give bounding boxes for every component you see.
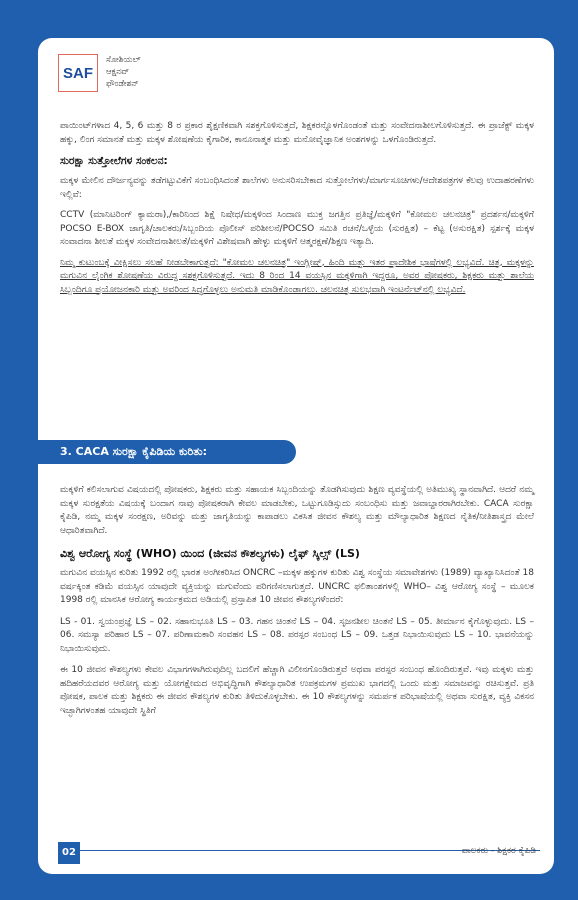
section1-paragraph-3: ನಿಮ್ಮ ಕುಟುಂಬಕ್ಕೆ ವೀಕ್ಷಿಸಲು ಸಲಹೆ ನೀಡಬೇಕಾಗುತ್ತದೆ: "ಕೋಮಲ ಚಲನಚಿತ್ರ" ಇಂಗ್ಲೀಷ್, ಹಿಂದಿ ಮತ್ತು ಇತರ ಪ್ರಾದೇಶಿಕ ಭಾಷೆಗಳಲ್ಲಿ ಲಭ್ಯವಿದೆ. ಚಿತ್ರ, ಮಕ್ಕಳನ್ನು ಮಗುವಿನ ಲೈಂಗಿಕ ಶೋಷಣೆಯ ವಿರುದ್ಧ ಸಶಕ್ತಗೊಳಿಸುತ್ತದೆ. ಇದು 8 ರಿಂದ 14 ವಯಸ್ಸಿನ ಮಕ್ಕಳಿಗಾಗಿ ಇದ್ದರೂ, ಅವರ ಪೋಷಕರು, ಶಿಕ್ಷಕರು ಮತ್ತು ಶಾಲೆಯ ಸಿಬ್ಬಂದಿಗೂ ಪ್ರಯೋಜನಕಾರಿ ಮತ್ತು ಅವರಿಂದ ಸಿದ್ಧಗೊಳ್ಳಲು ಅನುಮತಿ ಮಾಡಿಕೊಂಡಾಗಲು. ಚಲನಚಿತ್ರ ಸುಲಭವಾಗಿ ಇಂಟರ್ನೆಟ್‌ನಲ್ಲಿ ಲಭ್ಯವಿದೆ. xyxy=(60,257,534,295)
logo-line-1: ಸೋಶಿಯಲ್ xyxy=(106,55,141,65)
section1-paragraph-1: ಮಕ್ಕಳ ಮೇಲಿನ ದೌರ್ಜನ್ಯವನ್ನು ತಡೆಗಟ್ಟುವಿಕೆಗೆ ಸಂಬಂಧಿಸಿದಂತೆ ಶಾಲೆಗಳು ಅನುಸರಿಸಬೇಕಾದ ಸುತ್ತೋಲೆಗಳು/ಮಾರ್ಗಸೂಚಿಗಳು/ಆದೇಶಪತ್ರಗಳ ಕೆಲವು ಉದಾಹರಣೆಗಳು ಇಲ್ಲಿವೆ: xyxy=(60,176,534,200)
section1-heading: ಸುರಕ್ಷಾ ಸುತ್ತೋಲೆಗಳ ಸಂಕಲನ: xyxy=(60,155,168,167)
saf-logo xyxy=(58,54,141,92)
section3-heading: ವಿಶ್ವ ಆರೋಗ್ಯ ಸಂಸ್ಥೆ (WHO) ಯಿಂದ (ಜೀವನ ಕೌಶಲ್ಯಗಳು) ಲೈಫ್ ಸ್ಕಿಲ್ಸ್ (LS) xyxy=(60,547,360,560)
section1-paragraph-2: CCTV (ಮಾನಿಟರಿಂಗ್ ಕ್ಯಾಮರಾ),/ಕಾರಿನಿಂದ ಶಿಕ್ಷೆ ನಿಷೇಧ/ಮಕ್ಕಳಿಂದ ಸಿಂದಾಣ ಮುಕ್ತ ಜಗತ್ತಿನ ಪ್ರತಿಜ್ಞೆ/ಮಕ್ಕಳಿಗೆ "ಕೋಮಲ ಚಲನಚಿತ್ರ" ಪ್ರದರ್ಶನ/ಮಕ್ಕಳಿಗೆ POCSO E-BOX ಜಾಗೃತಿ/ಚಾಲಕರು/ಸಿಬ್ಬಂದಿಯ ಪೊಲೀಸ್ ಪರಿಶೀಲನೆ/POCSO ಸಮಿತಿ ರಚನೆ/ಒಳ್ಳೆಯ (ಸುರಕ್ಷಿತ) – ಕೆಟ್ಟ (ಅಸುರಕ್ಷಿತ) ಸ್ಪರ್ಶಕ್ಕೆ ಮಕ್ಕಳ ಸಂವಾದನಾ ಶೀಲತೆ ಮಕ್ಕಳ ಸಂವೇದನಾಶೀಲತೆ/ಮಕ್ಕಳಿಗೆ ವಿಶೇಷವಾಗಿ ಹೇಳ್ಳು ಮಕ್ಕಳಿಗೆ ಆತ್ಮರಕ್ಷಣೆ/ಶಿಕ್ಷಣ ಇತ್ಯಾದಿ. xyxy=(60,210,534,247)
logo-line-2: ಆಕ್ಷನವ್ xyxy=(106,67,130,77)
document-page xyxy=(38,38,554,874)
footer-title: ಪಾಲಕರು - ಶಿಕ್ಷಕರ ಕೈಪಿಡಿ xyxy=(461,846,536,856)
section3-paragraph-2: ಮಗುವಿನ ವಯಸ್ಸಿನ ಕುರಿತು 1992 ರಲ್ಲಿ ಭಾರತ ಅಂಗೀಕರಿಸಿದ ONCRC –ಮಕ್ಕಳ ಹಕ್ಕುಗಳ ಕುರಿತು ವಿಶ್ವ ಸಂಸ್ಥೆಯ ಸಮಾವೇಶಗಳು (1989) ವ್ಯಾಖ್ಯಾನಿಸಿದಂತೆ 18 ವರ್ಷಕ್ಕಿಂತ ಕಡಿಮೆ ವಯಸ್ಸಿನ ಯಾವುದೇ ವ್ಯಕ್ತಿಯನ್ನು ಮಗುವೆಂದು ಪರಿಗಣಿಸಲಾಗುತ್ತದೆ. UNCRC ಫಲಿತಾಂಶಗಳಲ್ಲಿ WHO– ವಿಶ್ವ ಆರೋಗ್ಯ ಸಂಸ್ಥೆ – ಮೂಲಕ 1998 ರಲ್ಲಿ ಮಾನಸಿಕ ಆರೋಗ್ಯ ಕಾರ್ಯಕ್ರಮದ ಅಡಿಯಲ್ಲಿ ಪ್ರಸ್ತಾಪಿತ 10 ಜೀವನ ಕೌಶಲ್ಯಗಳೆಂದರೆ: xyxy=(60,568,534,605)
intro-paragraph: ಪಾಯಿಂಟ್‌ಗಳಾದ 4, 5, 6 ಮತ್ತು 8 ರ ಪ್ರಕಾರ ಶೈಕ್ಷಣಿಕವಾಗಿ ಸಶಕ್ತಗೊಳಿಸುತ್ತದೆ, ಶಿಕ್ಷಕರನ್ನೊಳಗೊಂಡಂತೆ ಮತ್ತು ಸಂವೇದನಾಶೀಲಗೊಳಿಸುತ್ತದೆ. ಈ ಪ್ರಾಜೆಕ್ಟ್ ಮಕ್ಕಳ ಹಕ್ಕು, ಲಿಂಗ ಸಮಾನತೆ ಮತ್ತು ಮಕ್ಕಳ ಶೋಷಣೆಯ ಕೈಗಾರಿಕ, ಕಾನೂನಾತ್ಮಕ ಮತ್ತು ಮನೋವೈಜ್ಞಾನಿಕ ಅಂಶಗಳನ್ನು ಒಳಗೊಂಡಿರುತ್ತದೆ. xyxy=(60,121,534,145)
page-number: 02 xyxy=(58,842,80,864)
logo-abbr: SAF xyxy=(58,54,98,92)
section3-paragraph-4: ಈ 10 ಜೀವನ ಕೌಶಲ್ಯಗಳು ಕೇವಲ ವಿಭಾಗಗಳಾಗಿರುವುದಿಲ್ಲ ಬದಲಿಗೆ ಹೆಚ್ಚಾಗಿ ವಿಲೀನಗೊಂಡಿರುತ್ತವೆ ಅಥವಾ ಪರಸ್ಪರ ಸಂಬಂಧ ಹೊಂದಿರುತ್ತವೆ. ಇವು ಮಕ್ಕಳು ಮತ್ತು ಹದಿಹರೆಯದವರ ಆರೋಗ್ಯ ಮತ್ತು ಯೋಗಕ್ಷೇಮದ ಅಭಿವೃದ್ಧಿಗಾಗಿ ಕೌಶಲ್ಯಾಧಾರಿತ ಉಪಕ್ರಮಗಳ ಪ್ರಮುಖ ಭಾಗದಲ್ಲಿ ಒಂದು ಮತ್ತು ಸಮಾಜವನ್ನು ರಚಿಸುತ್ತವೆ. ಪ್ರತಿ ಪೋಷಕ, ಪಾಲಕ ಮತ್ತು ಶಿಕ್ಷಕರು ಈ ಜೀವನ ಕೌಶಲ್ಯಗಳ ಕುರಿತು ತಿಳಿದುಕೊಳ್ಳಬೇಕು. ಈ 10 ಕೌಶಲ್ಯಗಳನ್ನು ಸಮರ್ಪಕ ಪರಿಭಾಷೆಯಲ್ಲಿ ಅಥವಾ ಸುರಕ್ಷಿತ, ವ್ಯಕ್ತಿ ವಿಕಸನ ಇಚ್ಛಾಗಿಗಳಂತಹ ಯಾವುದೇ ಸ್ಥಿತಿಗೆ xyxy=(60,665,534,716)
section3-paragraph-1: ಮಕ್ಕಳಿಗೆ ಕಲಿಸಲಾಗುವ ವಿಷಯದಲ್ಲಿ ಪೋಷಕರು, ಶಿಕ್ಷಕರು ಮತ್ತು ಸಹಾಯಕ ಸಿಬ್ಬಂದಿಯನ್ನು ತೊಡಗಿಸುವುದು ಶಿಕ್ಷಣ ವ್ಯವಸ್ಥೆಯಲ್ಲಿ ಅತಿಮುಖ್ಯ ಸ್ಥಾನವಾಗಿದೆ. ಆದರೆ ನಮ್ಮ ಮಕ್ಕಳ ಸುರಕ್ಷತೆಯ ವಿಷಯಕ್ಕೆ ಬಂದಾಗ ನಾವು ಪೋಷಕರಾಗಿ ಕೇವಲ ಮಾಡಬೇಕು, ಒಟ್ಟುಗೂಡಿಸ್ಸುದು ಸಂಬಂಧಿಸು ಮತ್ತು ಜವಾಬ್ದಾರರಾಗಿರಬೇಕು. CACA ಸುರಕ್ಷಾ ಕೈಪಿಡಿ, ನಮ್ಮ ಮಕ್ಕಳ ಸಂರಕ್ಷಣ, ಅರಿವನ್ನು ಮತ್ತು ಜಾಗೃತಿಯನ್ನು ಕಾಪಾಡಲು ವಿಕಸಿತ ಜೀವನ ಕೌಶಲ್ಯ ಮತ್ತು ಮೌಲ್ಯಾಧಾರಿತ ಶಿಕ್ಷಣದ ನೈತಿಕ/ನೀತಿಶಾಸ್ತ್ರದ ಮೇಲೆ ಆಧಾರಿತವಾಗಿದೆ. xyxy=(60,485,534,536)
logo-text xyxy=(106,54,141,90)
section3-content xyxy=(60,484,534,726)
top-content xyxy=(60,120,534,304)
logo-line-3: ಫೌಂಡೇಶನ್ xyxy=(106,79,139,89)
section3-banner: 3. CACA ಸುರಕ್ಷಾ ಕೈಪಿಡಿಯ ಕುರಿತು: xyxy=(38,440,296,464)
section3-life-skills-list: LS - 01. ಸ್ವಯಂಪ್ರಜ್ಞೆ LS – 02. ಸಹಾನುಭೂತಿ LS – 03. ಗಹನ ಚಿಂತನೆ LS – 04. ಸೃಜನಶೀಲ ಚಿಂತನೆ LS – 05. ತೀರ್ಮಾನ ಕೈಗೊಳ್ಳುವುದು. LS – 06. ಸಮಸ್ಯಾ ಪರಿಹಾರ LS – 07. ಪರಿಣಾಮಕಾರಿ ಸಂವಹನ LS – 08. ಪರಸ್ಪರ ಸಂಬಂಧ LS – 09. ಒತ್ತಡ ನಿಭಾಯಿಸುವುದು LS – 10. ಭಾವನೆಯನ್ನು ನಿಭಾಯಿಸುವುದು. xyxy=(60,616,534,654)
